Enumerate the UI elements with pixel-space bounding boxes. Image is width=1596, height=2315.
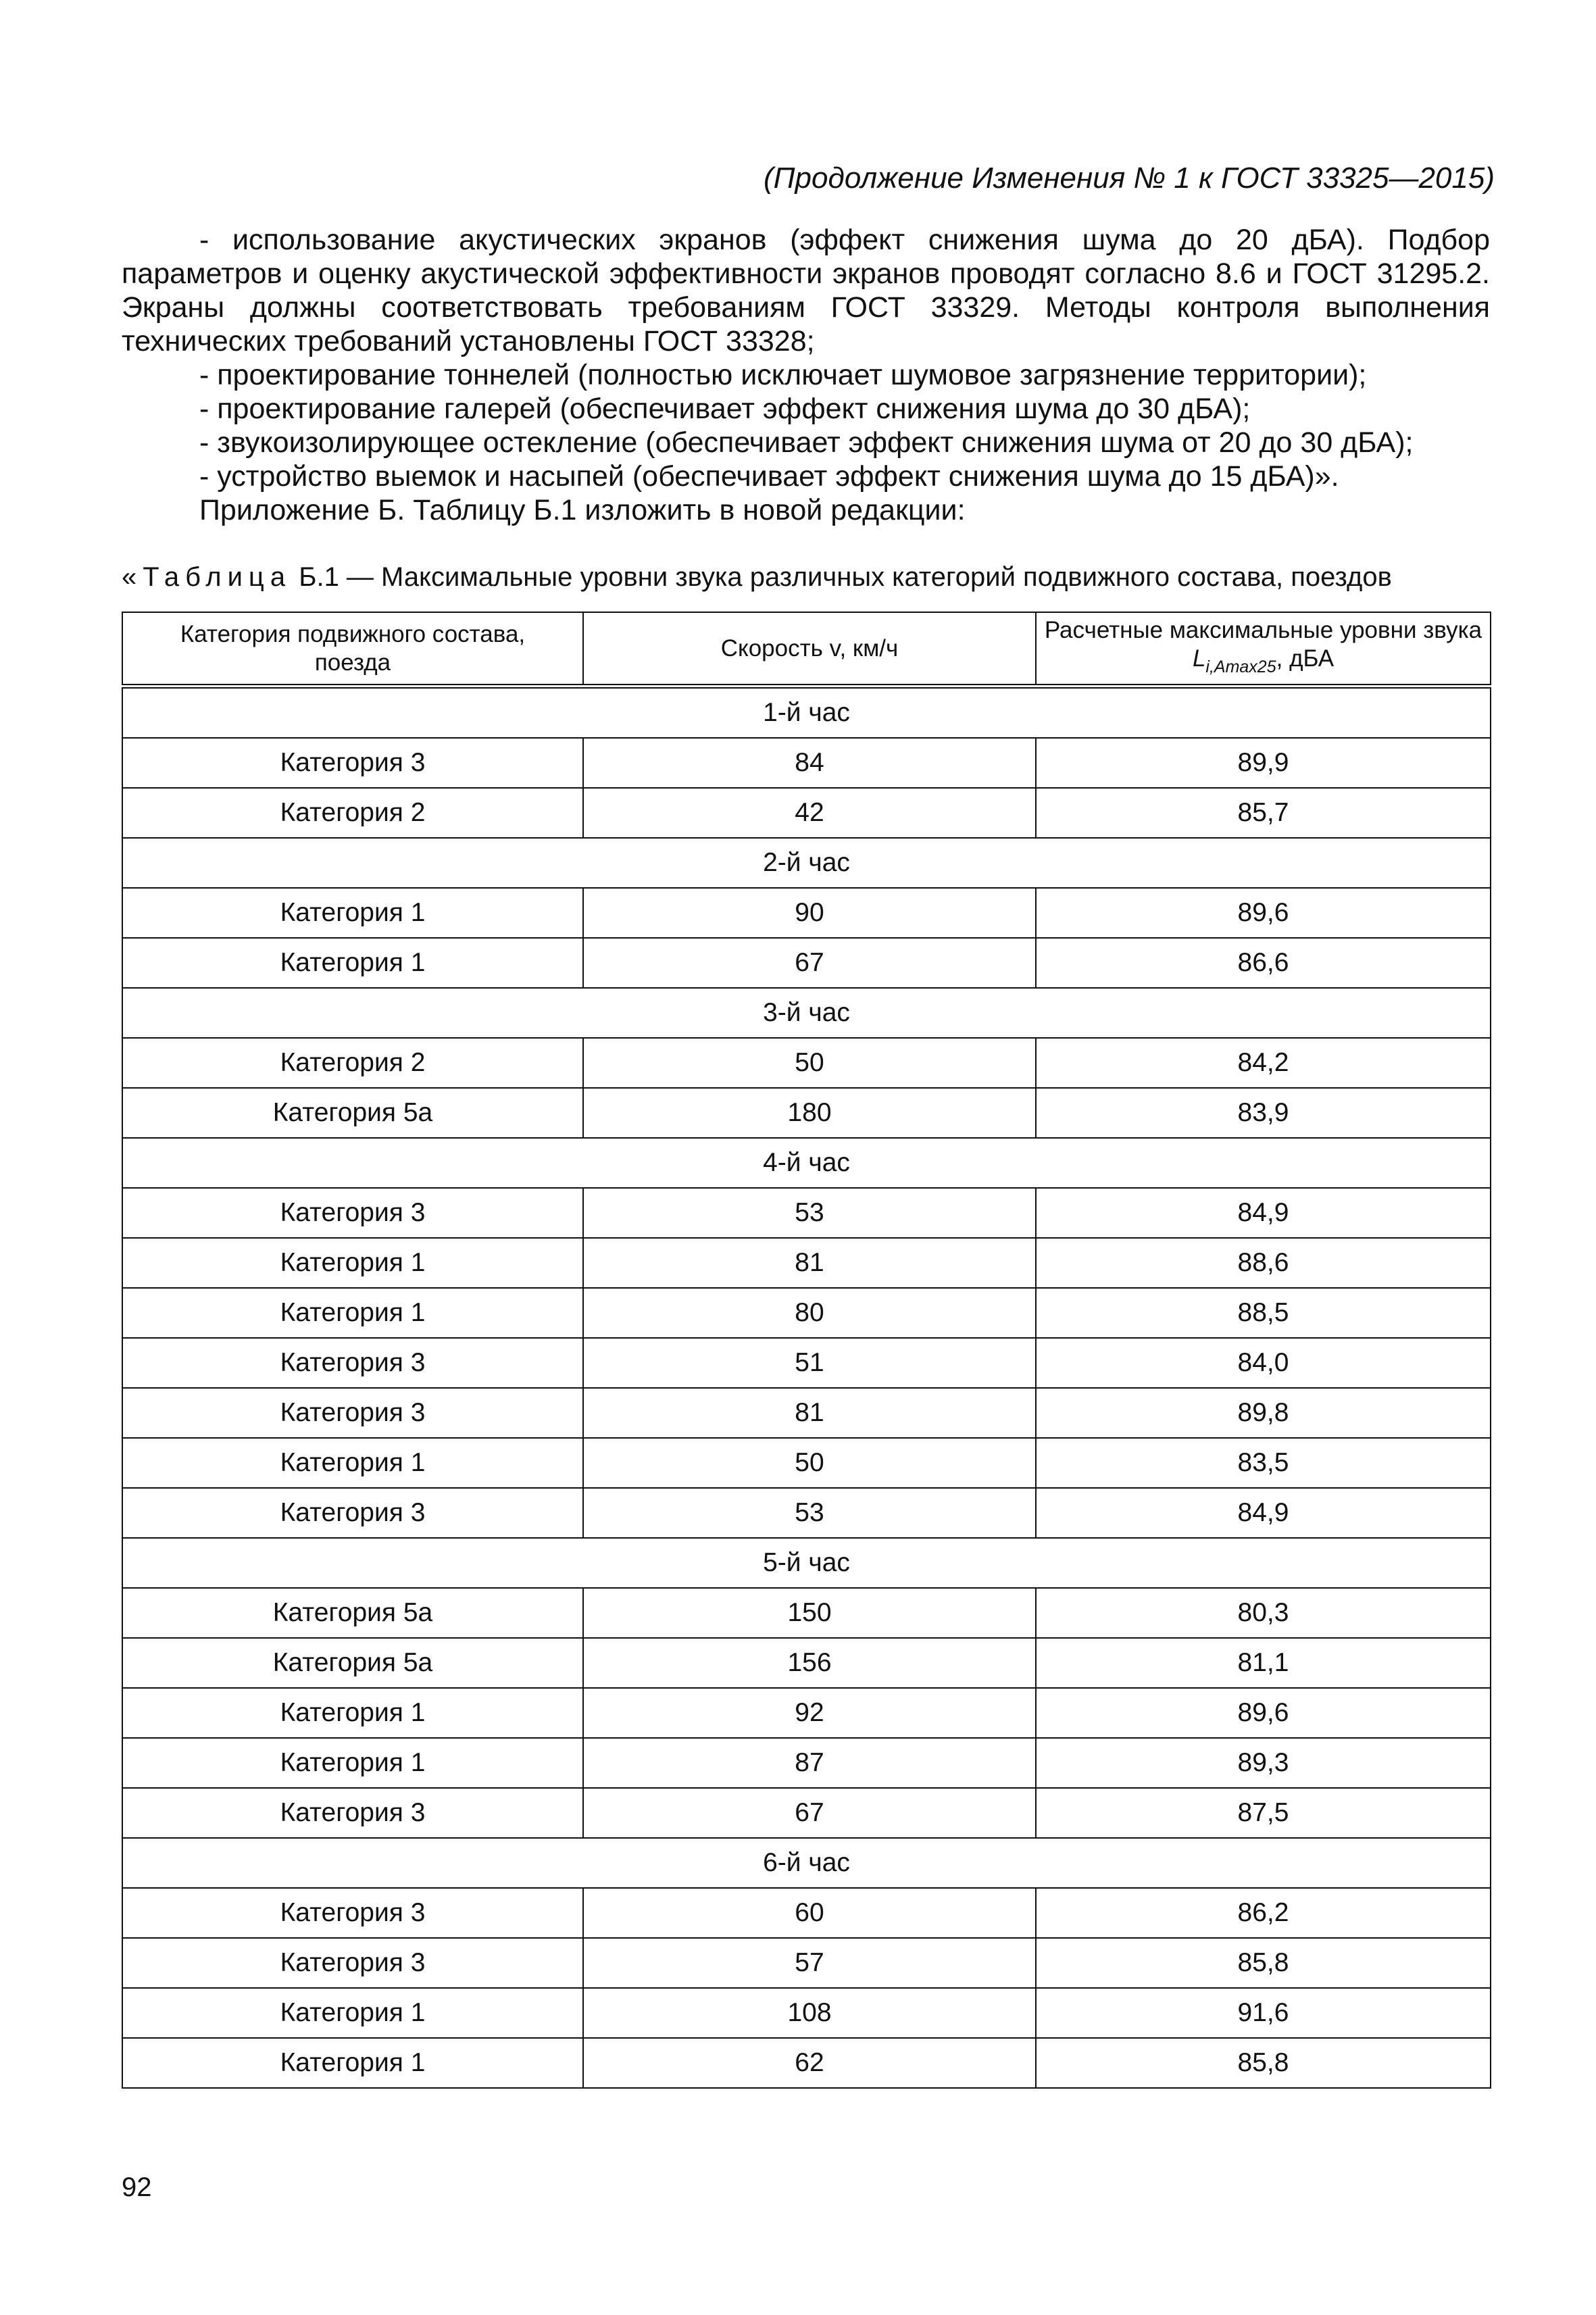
category-cell: Категория 1 bbox=[122, 1288, 583, 1338]
speed-cell: 50 bbox=[583, 1038, 1036, 1088]
speed-cell: 156 bbox=[583, 1638, 1036, 1688]
level-cell: 84,2 bbox=[1036, 1038, 1491, 1088]
speed-cell: 51 bbox=[583, 1338, 1036, 1388]
category-cell: Категория 2 bbox=[122, 1038, 583, 1088]
table-row bbox=[122, 888, 1491, 938]
speed-cell: 92 bbox=[583, 1688, 1036, 1738]
hour-group-row bbox=[122, 1538, 1491, 1588]
table-row bbox=[122, 1288, 1491, 1338]
category-cell: Категория 3 bbox=[122, 1188, 583, 1238]
hour-label: 1-й час bbox=[122, 687, 1491, 739]
speed-cell: 57 bbox=[583, 1938, 1036, 1988]
level-cell: 89,6 bbox=[1036, 888, 1491, 938]
header-level bbox=[1036, 612, 1491, 687]
table-row bbox=[122, 1738, 1491, 1788]
speed-cell: 84 bbox=[583, 738, 1036, 788]
category-cell: Категория 3 bbox=[122, 1338, 583, 1388]
table-caption-text: Б.1 — Максимальные уровни звука различных категорий подвижного состава, поездов bbox=[291, 562, 1392, 592]
speed-cell: 87 bbox=[583, 1738, 1036, 1788]
speed-cell: 53 bbox=[583, 1188, 1036, 1238]
speed-cell: 67 bbox=[583, 1788, 1036, 1838]
level-cell: 84,9 bbox=[1036, 1488, 1491, 1538]
table-caption bbox=[122, 561, 1392, 593]
table-row bbox=[122, 1988, 1491, 2038]
list-item-galleries: - проектирование галерей (обеспечивает эффект снижения шума до 30 дБА); bbox=[199, 393, 1251, 425]
speed-cell: 81 bbox=[583, 1388, 1036, 1438]
table-row bbox=[122, 1338, 1491, 1388]
category-cell: Категория 1 bbox=[122, 1688, 583, 1738]
hour-group-row bbox=[122, 687, 1491, 739]
table-row bbox=[122, 1238, 1491, 1288]
speed-cell: 80 bbox=[583, 1288, 1036, 1338]
table-caption-prefix: «Таблица bbox=[122, 562, 292, 592]
hour-label: 2-й час bbox=[122, 838, 1491, 888]
table-row bbox=[122, 788, 1491, 838]
category-cell: Категория 5а bbox=[122, 1088, 583, 1138]
level-cell: 81,1 bbox=[1036, 1638, 1491, 1688]
speed-cell: 150 bbox=[583, 1588, 1036, 1638]
hour-group-row bbox=[122, 838, 1491, 888]
speed-cell: 53 bbox=[583, 1488, 1036, 1538]
speed-cell: 108 bbox=[583, 1988, 1036, 2038]
category-cell: Категория 2 bbox=[122, 788, 583, 838]
category-cell: Категория 1 bbox=[122, 1438, 583, 1488]
hour-group-row bbox=[122, 1838, 1491, 1888]
table-row bbox=[122, 1588, 1491, 1638]
hour-label: 4-й час bbox=[122, 1138, 1491, 1188]
running-header: (Продолжение Изменения № 1 к ГОСТ 33325—2015) bbox=[764, 161, 1495, 195]
category-cell: Категория 3 bbox=[122, 1888, 583, 1938]
category-cell: Категория 3 bbox=[122, 1788, 583, 1838]
category-cell: Категория 1 bbox=[122, 938, 583, 988]
table-row bbox=[122, 1688, 1491, 1738]
level-cell: 85,8 bbox=[1036, 1938, 1491, 1988]
table-row bbox=[122, 1788, 1491, 1838]
category-cell: Категория 1 bbox=[122, 1988, 583, 2038]
table-row bbox=[122, 1188, 1491, 1238]
hour-group-row bbox=[122, 1138, 1491, 1188]
table-body bbox=[122, 687, 1491, 2089]
list-item-glazing: - звукоизолирующее остекление (обеспечивает эффект снижения шума от 20 до 30 дБА); bbox=[199, 426, 1414, 459]
category-cell: Категория 5а bbox=[122, 1638, 583, 1688]
level-cell: 88,6 bbox=[1036, 1238, 1491, 1288]
table-row bbox=[122, 1388, 1491, 1438]
category-cell: Категория 5а bbox=[122, 1588, 583, 1638]
level-cell: 80,3 bbox=[1036, 1588, 1491, 1638]
level-cell: 86,6 bbox=[1036, 938, 1491, 988]
level-cell: 89,3 bbox=[1036, 1738, 1491, 1788]
speed-cell: 180 bbox=[583, 1088, 1036, 1138]
table-row bbox=[122, 1888, 1491, 1938]
speed-cell: 50 bbox=[583, 1438, 1036, 1488]
hour-group-row bbox=[122, 988, 1491, 1038]
header-level-symbol: $L_{i,Amax25}$, дБА bbox=[1192, 645, 1335, 676]
level-cell: 88,5 bbox=[1036, 1288, 1491, 1338]
hour-label: 5-й час bbox=[122, 1538, 1491, 1588]
level-cell: 91,6 bbox=[1036, 1988, 1491, 2038]
category-cell: Категория 1 bbox=[122, 1738, 583, 1788]
table-header-row bbox=[122, 612, 1491, 687]
sound-levels-table bbox=[122, 612, 1491, 2089]
header-level-main: Расчетные максимальные уровни звука bbox=[1044, 616, 1482, 643]
table-row bbox=[122, 938, 1491, 988]
table-row bbox=[122, 738, 1491, 788]
speed-cell: 90 bbox=[583, 888, 1036, 938]
table-row bbox=[122, 1438, 1491, 1488]
level-cell: 89,8 bbox=[1036, 1388, 1491, 1438]
category-cell: Категория 3 bbox=[122, 1488, 583, 1538]
level-cell: 84,0 bbox=[1036, 1338, 1491, 1388]
level-cell: 84,9 bbox=[1036, 1188, 1491, 1238]
list-item-embankments: - устройство выемок и насыпей (обеспечивает эффект снижения шума до 15 дБА)». bbox=[199, 460, 1339, 493]
speed-cell: 60 bbox=[583, 1888, 1036, 1938]
category-cell: Категория 1 bbox=[122, 888, 583, 938]
category-cell: Категория 1 bbox=[122, 1238, 583, 1288]
speed-cell: 67 bbox=[583, 938, 1036, 988]
table-row bbox=[122, 2038, 1491, 2088]
page-number: 92 bbox=[122, 2172, 152, 2202]
header-speed: Скорость v, км/ч bbox=[583, 612, 1036, 687]
level-cell: 87,5 bbox=[1036, 1788, 1491, 1838]
level-cell: 89,9 bbox=[1036, 738, 1491, 788]
table-row bbox=[122, 1638, 1491, 1688]
appendix-instruction: Приложение Б. Таблицу Б.1 изложить в новой редакции: bbox=[199, 494, 966, 526]
category-cell: Категория 3 bbox=[122, 1938, 583, 1988]
paragraph-acoustic-screens: - использование акустических экранов (эффект снижения шума до 20 дБА). Подбор параметров и оценку акустической эффективности экранов проводят согласно 8.6 и ГОСТ 31295.2. Экраны должны соответствовать требованиям ГОСТ 33329. Методы контроля выполнения технических требований установлены ГОСТ 33328; bbox=[122, 224, 1490, 357]
hour-label: 3-й час bbox=[122, 988, 1491, 1038]
level-cell: 86,2 bbox=[1036, 1888, 1491, 1938]
list-item-tunnels: - проектирование тоннелей (полностью исключает шумовое загрязнение территории); bbox=[199, 359, 1367, 391]
level-cell: 83,5 bbox=[1036, 1438, 1491, 1488]
speed-cell: 42 bbox=[583, 788, 1036, 838]
table-row bbox=[122, 1038, 1491, 1088]
speed-cell: 62 bbox=[583, 2038, 1036, 2088]
speed-cell: 81 bbox=[583, 1238, 1036, 1288]
level-cell: 89,6 bbox=[1036, 1688, 1491, 1738]
table-row bbox=[122, 1488, 1491, 1538]
level-cell: 85,8 bbox=[1036, 2038, 1491, 2088]
level-cell: 85,7 bbox=[1036, 788, 1491, 838]
hour-label: 6-й час bbox=[122, 1838, 1491, 1888]
category-cell: Категория 1 bbox=[122, 2038, 583, 2088]
level-cell: 83,9 bbox=[1036, 1088, 1491, 1138]
body-text bbox=[122, 223, 1490, 527]
header-category: Категория подвижного состава, поезда bbox=[122, 612, 583, 687]
category-cell: Категория 3 bbox=[122, 1388, 583, 1438]
table-row bbox=[122, 1088, 1491, 1138]
category-cell: Категория 3 bbox=[122, 738, 583, 788]
table-row bbox=[122, 1938, 1491, 1988]
